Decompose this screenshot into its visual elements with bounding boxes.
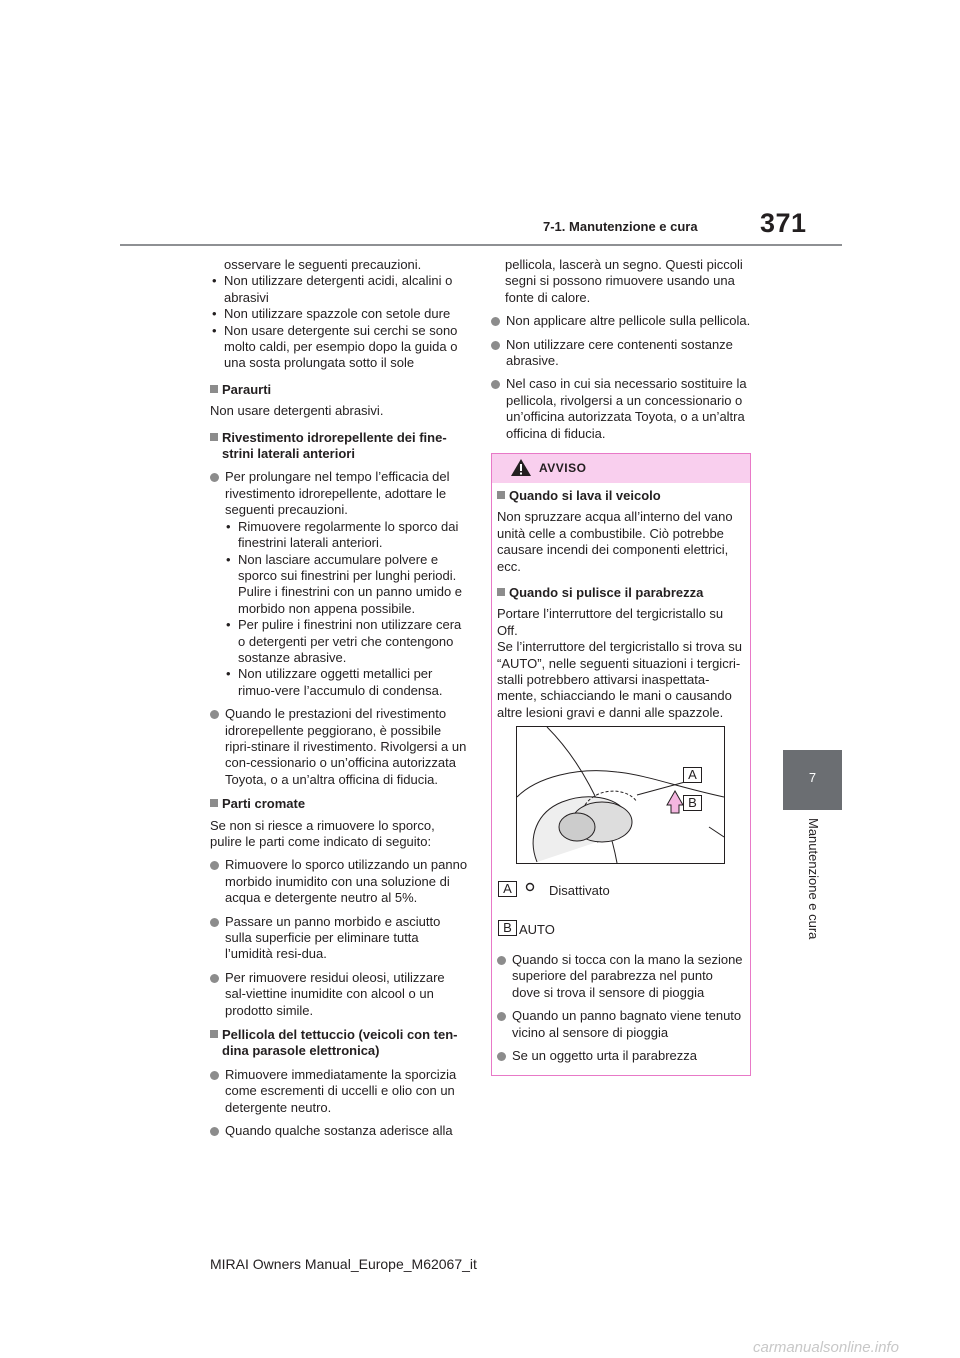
warning-text: Se l’interruttore del tergicristallo si trova su “AUTO”, nelle seguenti situazioni i tergicri-stalli potrebbero attivarsi inaspettata-mente, schiacciando le mani o causando altre lesioni gravi e danni alle spazzole.: [497, 639, 742, 720]
intro-text: osservare le seguenti precauzioni.: [224, 257, 422, 272]
list-item: Per rimuovere residui oleosi, utilizzare sal-viettine inumidite con alcool o un prodotto simile.: [210, 970, 468, 1019]
list-item: Quando qualche sostanza aderisce alla: [210, 1123, 468, 1139]
label-a: A: [683, 767, 702, 783]
legend-label-a: A: [498, 881, 517, 897]
list-item: • Non usare detergente sui cerchi se sono molto caldi, per esempio dopo la guida o una sosta prolungata sotto il sole: [210, 323, 468, 372]
cromate-text: Se non si riesce a rimuovere lo sporco, pulire le parti come indicato di seguito:: [210, 817, 435, 849]
header-rule: [120, 244, 842, 246]
list-item: • Non utilizzare oggetti metallici per rimuo-vere l’accumulo di condensa.: [224, 666, 468, 699]
list-item-extra: Pulire i finestrini con un panno umido e morbido non appena possibile.: [238, 584, 463, 616]
warning-content: [497, 488, 743, 721]
list-item: • Non utilizzare detergenti acidi, alcalini o abrasivi: [210, 273, 468, 306]
continued-text: pellicola, lascerà un segno. Questi piccoli segni si possono rimuovere usando una fonte di calore.: [505, 257, 743, 305]
list-item: Non applicare altre pellicole sulla pellicola.: [491, 313, 753, 329]
rivestimento-heading: Rivestimento idrorepellente dei fine-strini laterali anteriori: [210, 430, 468, 463]
watermark: carmanualsonline.info: [753, 1339, 899, 1356]
list-item: Se un oggetto urta il parabrezza: [497, 1048, 743, 1064]
off-symbol-icon: [525, 882, 535, 892]
warning-icon: [510, 458, 532, 477]
legend-text-b: AUTO: [519, 922, 555, 937]
paraurti-text: Non usare detergenti abrasivi.: [210, 403, 384, 419]
list-item: Quando le prestazioni del rivestimento idrorepellente peggiorano, è possibile ripri-stinare il rivestimento. Rivolgersi a un con-cessionario o un’officina autorizzata Toyota, o a un’altra officina di fiducia.: [210, 706, 468, 788]
list-item: • Non lasciare accumulare polvere e sporco sui finestrini per lunghi periodi.: [224, 552, 468, 585]
legend-text-a: Disattivato: [549, 883, 610, 898]
list-item: • Per pulire i finestrini non utilizzare cera o detergenti per vetri che contengono sostanze abrasive.: [224, 617, 468, 666]
list-item: • Rimuovere regolarmente lo sporco dai finestrini laterali anteriori.: [224, 519, 468, 552]
left-column: [210, 257, 468, 1140]
right-column: [491, 257, 753, 442]
paraurti-heading: Paraurti: [210, 382, 468, 398]
footer-manual-name: MIRAI Owners Manual_Europe_M62067_it: [210, 1256, 477, 1272]
warning-text: Portare l’interruttore del tergicristallo su Off.: [497, 606, 724, 638]
warning-heading-windshield: Quando si pulisce il parabrezza: [497, 585, 743, 601]
list-item: Quando un panno bagnato viene tenuto vicino al sensore di pioggia: [497, 1008, 743, 1041]
warning-situations: [497, 952, 743, 1064]
warning-text: Non spruzzare acqua all’interno del vano unità celle a combustibile. Ciò potrebbe causare incendi dei componenti elettrici, ecc.: [497, 509, 733, 574]
list-item: Rimuovere immediatamente la sporcizia come escrementi di uccelli e olio con un detergente neutro.: [210, 1067, 468, 1116]
list-item: Per prolungare nel tempo l’efficacia del rivestimento idrorepellente, adottare le seguenti precauzioni.: [210, 469, 468, 518]
chapter-label: Manutenzione e cura: [806, 818, 821, 940]
section-title: 7-1. Manutenzione e cura: [543, 219, 698, 234]
page-number: 371: [760, 208, 807, 238]
list-item: • Non utilizzare spazzole con setole dure: [210, 306, 468, 322]
warning-title: AVVISO: [539, 461, 587, 475]
wiper-switch-illustration: [516, 726, 725, 864]
list-item: Quando si tocca con la mano la sezione superiore del parabrezza nel punto dove si trova il sensore di pioggia: [497, 952, 743, 1001]
warning-heading-wash: Quando si lava il veicolo: [497, 488, 743, 504]
chapter-tab[interactable]: 7: [783, 750, 842, 810]
list-item: Rimuovere lo sporco utilizzando un panno morbido inumidito con una soluzione di acqua e detergente neutro al 5%.: [210, 857, 468, 906]
label-b: B: [683, 795, 702, 811]
pellicola-heading: Pellicola del tettuccio (veicoli con ten-dina parasole elettronica): [210, 1027, 468, 1060]
list-item: Passare un panno morbido e asciutto sulla superficie per eliminare tutta l’umidità resi-dua.: [210, 914, 468, 963]
list-item: Nel caso in cui sia necessario sostituire la pellicola, rivolgersi a un concessionario o un’officina autorizzata Toyota, o a un’altra officina di fiducia.: [491, 376, 753, 442]
legend-label-b: B: [498, 920, 517, 936]
list-item: Non utilizzare cere contenenti sostanze abrasive.: [491, 337, 753, 370]
cromate-heading: Parti cromate: [210, 796, 468, 812]
